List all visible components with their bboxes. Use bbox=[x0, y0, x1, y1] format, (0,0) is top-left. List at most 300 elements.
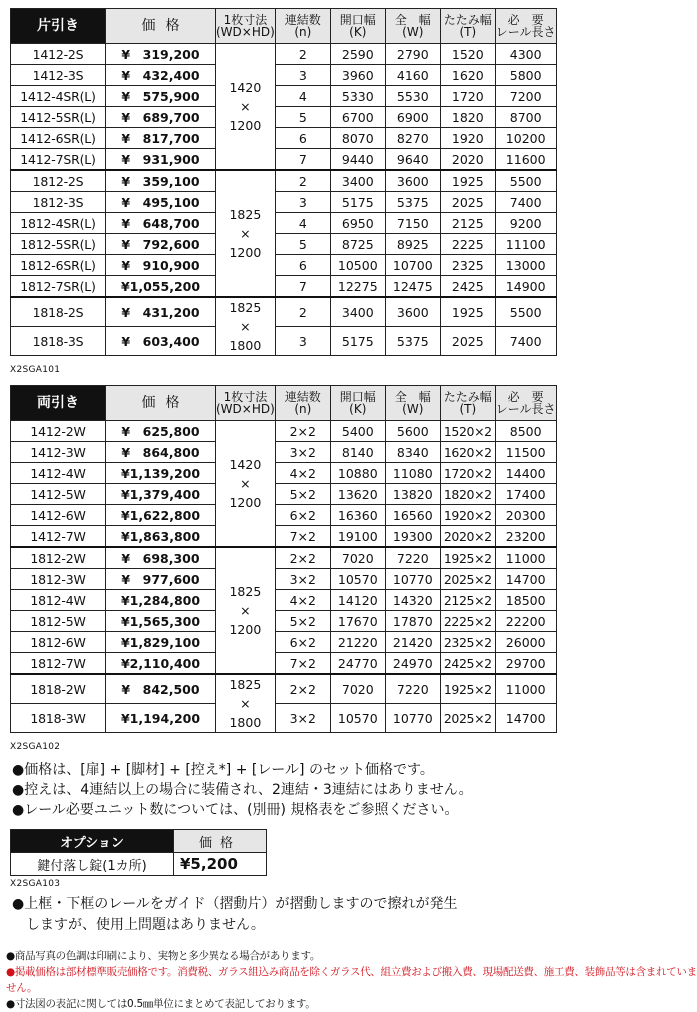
connection-count: 4 bbox=[275, 86, 330, 107]
column-header-line: (K) bbox=[349, 402, 367, 416]
panel-size bbox=[216, 674, 276, 733]
product-code: 1818-2W bbox=[11, 674, 106, 704]
panel-size-line: × bbox=[240, 476, 251, 491]
rail-length: 8700 bbox=[495, 107, 556, 128]
rail-length: 20300 bbox=[495, 505, 556, 526]
opening-width: 19100 bbox=[330, 526, 385, 548]
total-width: 5600 bbox=[385, 421, 440, 442]
price: ¥1,139,200 bbox=[106, 463, 216, 484]
panel-size-line: 1825 bbox=[229, 207, 262, 222]
rail-length: 7400 bbox=[495, 192, 556, 213]
price: ¥1,565,300 bbox=[106, 611, 216, 632]
folded-width: 2225 bbox=[440, 234, 495, 255]
connection-count: 3 bbox=[275, 327, 330, 356]
table-row bbox=[11, 213, 557, 234]
table-row bbox=[11, 234, 557, 255]
folded-width: 2325×2 bbox=[440, 632, 495, 653]
folded-width: 1925 bbox=[440, 297, 495, 327]
table-row bbox=[11, 170, 557, 192]
panel-size-line: 1200 bbox=[229, 495, 262, 510]
connection-count: 3 bbox=[275, 192, 330, 213]
price: ¥ 842,500 bbox=[106, 674, 216, 704]
panel-size bbox=[216, 421, 276, 548]
panel-size-line: 1825 bbox=[229, 300, 262, 315]
price: ¥1,284,800 bbox=[106, 590, 216, 611]
rail-length: 23200 bbox=[495, 526, 556, 548]
panel-size-line: 1420 bbox=[229, 80, 262, 95]
connection-count: 2 bbox=[275, 297, 330, 327]
connection-count: 5×2 bbox=[275, 611, 330, 632]
header-row bbox=[11, 9, 557, 44]
product-code: 1412-4W bbox=[11, 463, 106, 484]
connection-count: 3×2 bbox=[275, 442, 330, 463]
folded-width: 1820×2 bbox=[440, 484, 495, 505]
folded-width: 1520 bbox=[440, 44, 495, 65]
total-width: 14320 bbox=[385, 590, 440, 611]
fine-print-line: ●商品写真の色調は印刷により、実物と多少異なる場合があります。 bbox=[6, 950, 321, 962]
rail-length: 11000 bbox=[495, 547, 556, 569]
product-code: 1812-7W bbox=[11, 653, 106, 675]
price: ¥1,863,800 bbox=[106, 526, 216, 548]
total-width: 17870 bbox=[385, 611, 440, 632]
connection-count: 2×2 bbox=[275, 547, 330, 569]
price: ¥ 603,400 bbox=[106, 327, 216, 356]
price: ¥1,194,200 bbox=[106, 704, 216, 733]
panel-size-line: × bbox=[240, 226, 251, 241]
panel-size-line: 1200 bbox=[229, 245, 262, 260]
opening-width: 8070 bbox=[330, 128, 385, 149]
column-header-line: (W) bbox=[402, 402, 424, 416]
connection-count: 7 bbox=[275, 149, 330, 171]
product-code: 1818-3S bbox=[11, 327, 106, 356]
product-code: 1412-3S bbox=[11, 65, 106, 86]
rail-length: 10200 bbox=[495, 128, 556, 149]
folded-width: 2125×2 bbox=[440, 590, 495, 611]
product-code: 1812-6W bbox=[11, 632, 106, 653]
column-header-line: 必 要 bbox=[507, 13, 544, 27]
column-header bbox=[330, 386, 385, 421]
opening-width: 3400 bbox=[330, 297, 385, 327]
rail-length: 13000 bbox=[495, 255, 556, 276]
panel-size bbox=[216, 297, 276, 356]
rail-length: 11500 bbox=[495, 442, 556, 463]
opening-width: 5400 bbox=[330, 421, 385, 442]
rail-length: 8500 bbox=[495, 421, 556, 442]
price: ¥1,622,800 bbox=[106, 505, 216, 526]
note-item: ●レール必要ユニット数については、(別冊) 規格表をご参照ください。 bbox=[12, 802, 459, 818]
opening-width: 9440 bbox=[330, 149, 385, 171]
folded-width: 2225×2 bbox=[440, 611, 495, 632]
total-width: 11080 bbox=[385, 463, 440, 484]
total-width: 7220 bbox=[385, 547, 440, 569]
column-header bbox=[216, 9, 276, 44]
price: ¥ 817,700 bbox=[106, 128, 216, 149]
panel-size-line: 1800 bbox=[229, 715, 262, 730]
opening-width: 13620 bbox=[330, 484, 385, 505]
product-code: 1412-6W bbox=[11, 505, 106, 526]
rail-length: 14700 bbox=[495, 569, 556, 590]
total-width: 12475 bbox=[385, 276, 440, 298]
product-code: 1412-2W bbox=[11, 421, 106, 442]
total-width: 8340 bbox=[385, 442, 440, 463]
connection-count: 2 bbox=[275, 44, 330, 65]
connection-count: 3×2 bbox=[275, 569, 330, 590]
price: ¥ 864,800 bbox=[106, 442, 216, 463]
rail-length: 11100 bbox=[495, 234, 556, 255]
table-row bbox=[11, 569, 557, 590]
opening-width: 10570 bbox=[330, 569, 385, 590]
connection-count: 4×2 bbox=[275, 463, 330, 484]
total-width: 9640 bbox=[385, 149, 440, 171]
total-width: 8925 bbox=[385, 234, 440, 255]
opening-width: 2590 bbox=[330, 44, 385, 65]
price: ¥ 359,100 bbox=[106, 170, 216, 192]
connection-count: 3×2 bbox=[275, 704, 330, 733]
connection-count: 6×2 bbox=[275, 632, 330, 653]
folded-width: 2125 bbox=[440, 213, 495, 234]
total-width: 16560 bbox=[385, 505, 440, 526]
folded-width: 1620 bbox=[440, 65, 495, 86]
price: ¥ 977,600 bbox=[106, 569, 216, 590]
product-code: 1412-3W bbox=[11, 442, 106, 463]
panel-size-line: 1800 bbox=[229, 338, 262, 353]
folded-width: 1920×2 bbox=[440, 505, 495, 526]
opening-width: 3400 bbox=[330, 170, 385, 192]
opening-width: 5175 bbox=[330, 192, 385, 213]
price: ¥ 689,700 bbox=[106, 107, 216, 128]
column-header-line: (K) bbox=[349, 25, 367, 39]
opening-width: 5175 bbox=[330, 327, 385, 356]
total-width: 10770 bbox=[385, 704, 440, 733]
column-header-line: たたみ幅 bbox=[443, 13, 492, 27]
total-width: 19300 bbox=[385, 526, 440, 548]
table-row bbox=[11, 484, 557, 505]
column-header-line: 開口幅 bbox=[339, 390, 376, 404]
table-caption-1: X2SGA101 bbox=[10, 365, 61, 375]
option-table bbox=[10, 829, 267, 876]
opening-width: 21220 bbox=[330, 632, 385, 653]
connection-count: 7×2 bbox=[275, 526, 330, 548]
opening-width: 10500 bbox=[330, 255, 385, 276]
folded-width: 1925 bbox=[440, 170, 495, 192]
panel-size-line: 1420 bbox=[229, 457, 262, 472]
product-code: 1412-7SR(L) bbox=[11, 149, 106, 171]
connection-count: 7×2 bbox=[275, 653, 330, 675]
column-header bbox=[385, 9, 440, 44]
option-price: ¥5,200 bbox=[174, 853, 267, 876]
option-item: 鍵付落し錠(1カ所) bbox=[11, 853, 174, 876]
panel-size-line: 1825 bbox=[229, 677, 262, 692]
connection-count: 3 bbox=[275, 65, 330, 86]
panel-size-line: × bbox=[240, 99, 251, 114]
folded-width: 1920 bbox=[440, 128, 495, 149]
table-row bbox=[11, 505, 557, 526]
rail-length: 5500 bbox=[495, 170, 556, 192]
table-row bbox=[11, 611, 557, 632]
total-width: 4160 bbox=[385, 65, 440, 86]
total-width: 10770 bbox=[385, 569, 440, 590]
column-header-line: (n) bbox=[294, 402, 312, 416]
connection-count: 2×2 bbox=[275, 421, 330, 442]
panel-size-line: 1200 bbox=[229, 622, 262, 637]
folded-width: 2325 bbox=[440, 255, 495, 276]
opening-width: 17670 bbox=[330, 611, 385, 632]
opening-width: 8140 bbox=[330, 442, 385, 463]
connection-count: 6 bbox=[275, 128, 330, 149]
rail-length: 14900 bbox=[495, 276, 556, 298]
connection-count: 2 bbox=[275, 170, 330, 192]
folded-width: 1520×2 bbox=[440, 421, 495, 442]
rail-length: 14400 bbox=[495, 463, 556, 484]
table-row bbox=[11, 421, 557, 442]
table-row bbox=[11, 297, 557, 327]
total-width: 2790 bbox=[385, 44, 440, 65]
rail-length: 26000 bbox=[495, 632, 556, 653]
rail-length: 18500 bbox=[495, 590, 556, 611]
table-row bbox=[11, 107, 557, 128]
option-header: オプション bbox=[11, 830, 174, 853]
price: ¥ 698,300 bbox=[106, 547, 216, 569]
rail-length: 11000 bbox=[495, 674, 556, 704]
total-width: 5530 bbox=[385, 86, 440, 107]
folded-width: 1720×2 bbox=[440, 463, 495, 484]
opening-width: 8725 bbox=[330, 234, 385, 255]
table-row bbox=[11, 463, 557, 484]
panel-size-line: × bbox=[240, 696, 251, 711]
connection-count: 2×2 bbox=[275, 674, 330, 704]
price-header: 価格 bbox=[106, 9, 216, 44]
opening-width: 5330 bbox=[330, 86, 385, 107]
header-row bbox=[11, 386, 557, 421]
folded-width: 1925×2 bbox=[440, 547, 495, 569]
table-row bbox=[11, 547, 557, 569]
opening-width: 6950 bbox=[330, 213, 385, 234]
total-width: 13820 bbox=[385, 484, 440, 505]
connection-count: 6 bbox=[275, 255, 330, 276]
column-header bbox=[275, 9, 330, 44]
table-row bbox=[11, 526, 557, 548]
price: ¥2,110,400 bbox=[106, 653, 216, 675]
folded-width: 2425 bbox=[440, 276, 495, 298]
table-row bbox=[11, 442, 557, 463]
opening-width: 6700 bbox=[330, 107, 385, 128]
column-header-line: 全 幅 bbox=[394, 390, 431, 404]
note-item: ●控えは、4連結以上の場合に装備され、2連結・3連結にはありません。 bbox=[12, 782, 473, 798]
opening-width: 7020 bbox=[330, 674, 385, 704]
table-row bbox=[11, 632, 557, 653]
connection-count: 7 bbox=[275, 276, 330, 298]
panel-size bbox=[216, 547, 276, 674]
note-item: ●価格は、[扉] + [脚材] + [控え*] + [レール] のセット価格です。 bbox=[12, 762, 434, 778]
table-row bbox=[11, 590, 557, 611]
folded-width: 1620×2 bbox=[440, 442, 495, 463]
folded-width: 2025 bbox=[440, 327, 495, 356]
notes bbox=[12, 760, 473, 820]
product-code: 1818-2S bbox=[11, 297, 106, 327]
option-price-header: 価格 bbox=[174, 830, 267, 853]
total-width: 24970 bbox=[385, 653, 440, 675]
opening-width: 3960 bbox=[330, 65, 385, 86]
total-width: 7150 bbox=[385, 213, 440, 234]
table-label: 片引き bbox=[11, 9, 106, 44]
total-width: 5375 bbox=[385, 327, 440, 356]
column-header-line: 必 要 bbox=[507, 390, 544, 404]
panel-size bbox=[216, 170, 276, 297]
opening-width: 14120 bbox=[330, 590, 385, 611]
total-width: 8270 bbox=[385, 128, 440, 149]
price: ¥1,055,200 bbox=[106, 276, 216, 298]
price-table-double bbox=[10, 385, 557, 733]
panel-size-line: × bbox=[240, 603, 251, 618]
product-code: 1412-2S bbox=[11, 44, 106, 65]
column-header-line: (T) bbox=[459, 402, 477, 416]
table-row bbox=[11, 192, 557, 213]
column-header bbox=[495, 386, 556, 421]
column-header-line: 1枚寸法 bbox=[223, 390, 268, 404]
panel-size bbox=[216, 44, 276, 171]
total-width: 3600 bbox=[385, 297, 440, 327]
price: ¥ 625,800 bbox=[106, 421, 216, 442]
folded-width: 1820 bbox=[440, 107, 495, 128]
table-row bbox=[11, 44, 557, 65]
column-header bbox=[216, 386, 276, 421]
product-code: 1812-3W bbox=[11, 569, 106, 590]
total-width: 21420 bbox=[385, 632, 440, 653]
rail-length: 17400 bbox=[495, 484, 556, 505]
folded-width: 2425×2 bbox=[440, 653, 495, 675]
table-label: 両引き bbox=[11, 386, 106, 421]
table-row bbox=[11, 128, 557, 149]
column-header bbox=[495, 9, 556, 44]
column-header-line: 1枚寸法 bbox=[223, 13, 268, 27]
connection-count: 4×2 bbox=[275, 590, 330, 611]
product-code: 1812-4W bbox=[11, 590, 106, 611]
rail-length: 22200 bbox=[495, 611, 556, 632]
column-header bbox=[275, 386, 330, 421]
column-header bbox=[330, 9, 385, 44]
product-code: 1818-3W bbox=[11, 704, 106, 733]
product-code: 1412-5SR(L) bbox=[11, 107, 106, 128]
rail-length: 5500 bbox=[495, 297, 556, 327]
price: ¥1,829,100 bbox=[106, 632, 216, 653]
column-header-line: 開口幅 bbox=[339, 13, 376, 27]
rail-length: 7400 bbox=[495, 327, 556, 356]
rail-length: 9200 bbox=[495, 213, 556, 234]
opening-width: 24770 bbox=[330, 653, 385, 675]
price: ¥ 931,900 bbox=[106, 149, 216, 171]
folded-width: 2025×2 bbox=[440, 704, 495, 733]
product-code: 1812-2S bbox=[11, 170, 106, 192]
notes-guide bbox=[12, 894, 458, 936]
product-code: 1812-5W bbox=[11, 611, 106, 632]
price-table-single bbox=[10, 8, 557, 356]
folded-width: 2025 bbox=[440, 192, 495, 213]
price: ¥ 432,400 bbox=[106, 65, 216, 86]
column-header-line: たたみ幅 bbox=[443, 390, 492, 404]
column-header-line: (W) bbox=[402, 25, 424, 39]
column-header bbox=[385, 386, 440, 421]
total-width: 6900 bbox=[385, 107, 440, 128]
table-row bbox=[11, 674, 557, 704]
connection-count: 5×2 bbox=[275, 484, 330, 505]
table-row bbox=[11, 65, 557, 86]
rail-length: 7200 bbox=[495, 86, 556, 107]
fine-print-line: ●寸法図の表記に関しては0.5㎜単位にまとめて表記しております。 bbox=[6, 998, 316, 1010]
product-code: 1412-7W bbox=[11, 526, 106, 548]
total-width: 5375 bbox=[385, 192, 440, 213]
price: ¥ 575,900 bbox=[106, 86, 216, 107]
product-code: 1812-6SR(L) bbox=[11, 255, 106, 276]
column-header-line: (WD×HD) bbox=[216, 25, 275, 39]
price: ¥ 431,200 bbox=[106, 297, 216, 327]
table-row bbox=[11, 86, 557, 107]
price-header: 価格 bbox=[106, 386, 216, 421]
fine-print bbox=[6, 948, 697, 1012]
option-caption: X2SGA103 bbox=[10, 879, 61, 889]
total-width: 7220 bbox=[385, 674, 440, 704]
rail-length: 11600 bbox=[495, 149, 556, 171]
product-code: 1812-3S bbox=[11, 192, 106, 213]
price: ¥ 792,600 bbox=[106, 234, 216, 255]
rail-length: 14700 bbox=[495, 704, 556, 733]
price: ¥ 495,100 bbox=[106, 192, 216, 213]
opening-width: 10570 bbox=[330, 704, 385, 733]
product-code: 1812-5SR(L) bbox=[11, 234, 106, 255]
column-header-line: (WD×HD) bbox=[216, 402, 275, 416]
column-header-line: レール長さ bbox=[495, 25, 556, 39]
fine-print-line: ●掲載価格は部材標準販売価格です。消費税、ガラス組込み商品を除くガラス代、組立費および搬入費、現場配送費、施工費、装飾品等は含まれていません。 bbox=[6, 966, 697, 994]
column-header-line: 連結数 bbox=[284, 13, 321, 27]
product-code: 1412-5W bbox=[11, 484, 106, 505]
panel-size-line: × bbox=[240, 319, 251, 334]
rail-length: 5800 bbox=[495, 65, 556, 86]
price: ¥ 648,700 bbox=[106, 213, 216, 234]
product-code: 1812-7SR(L) bbox=[11, 276, 106, 298]
total-width: 10700 bbox=[385, 255, 440, 276]
table-row bbox=[11, 276, 557, 298]
price: ¥1,379,400 bbox=[106, 484, 216, 505]
folded-width: 2025×2 bbox=[440, 569, 495, 590]
table-row bbox=[11, 255, 557, 276]
connection-count: 5 bbox=[275, 234, 330, 255]
total-width: 3600 bbox=[385, 170, 440, 192]
table-row bbox=[11, 653, 557, 675]
folded-width: 2020 bbox=[440, 149, 495, 171]
note-item: しますが、使用上問題はありません。 bbox=[12, 917, 265, 933]
rail-length: 4300 bbox=[495, 44, 556, 65]
product-code: 1812-2W bbox=[11, 547, 106, 569]
price: ¥ 319,200 bbox=[106, 44, 216, 65]
table-caption-2: X2SGA102 bbox=[10, 742, 61, 752]
folded-width: 1925×2 bbox=[440, 674, 495, 704]
column-header bbox=[440, 9, 495, 44]
table-row bbox=[11, 149, 557, 171]
opening-width: 10880 bbox=[330, 463, 385, 484]
product-code: 1812-4SR(L) bbox=[11, 213, 106, 234]
price: ¥ 910,900 bbox=[106, 255, 216, 276]
opening-width: 12275 bbox=[330, 276, 385, 298]
table-row bbox=[11, 704, 557, 733]
folded-width: 2020×2 bbox=[440, 526, 495, 548]
column-header-line: (T) bbox=[459, 25, 477, 39]
product-code: 1412-4SR(L) bbox=[11, 86, 106, 107]
connection-count: 6×2 bbox=[275, 505, 330, 526]
opening-width: 7020 bbox=[330, 547, 385, 569]
product-code: 1412-6SR(L) bbox=[11, 128, 106, 149]
connection-count: 4 bbox=[275, 213, 330, 234]
column-header-line: 全 幅 bbox=[394, 13, 431, 27]
connection-count: 5 bbox=[275, 107, 330, 128]
